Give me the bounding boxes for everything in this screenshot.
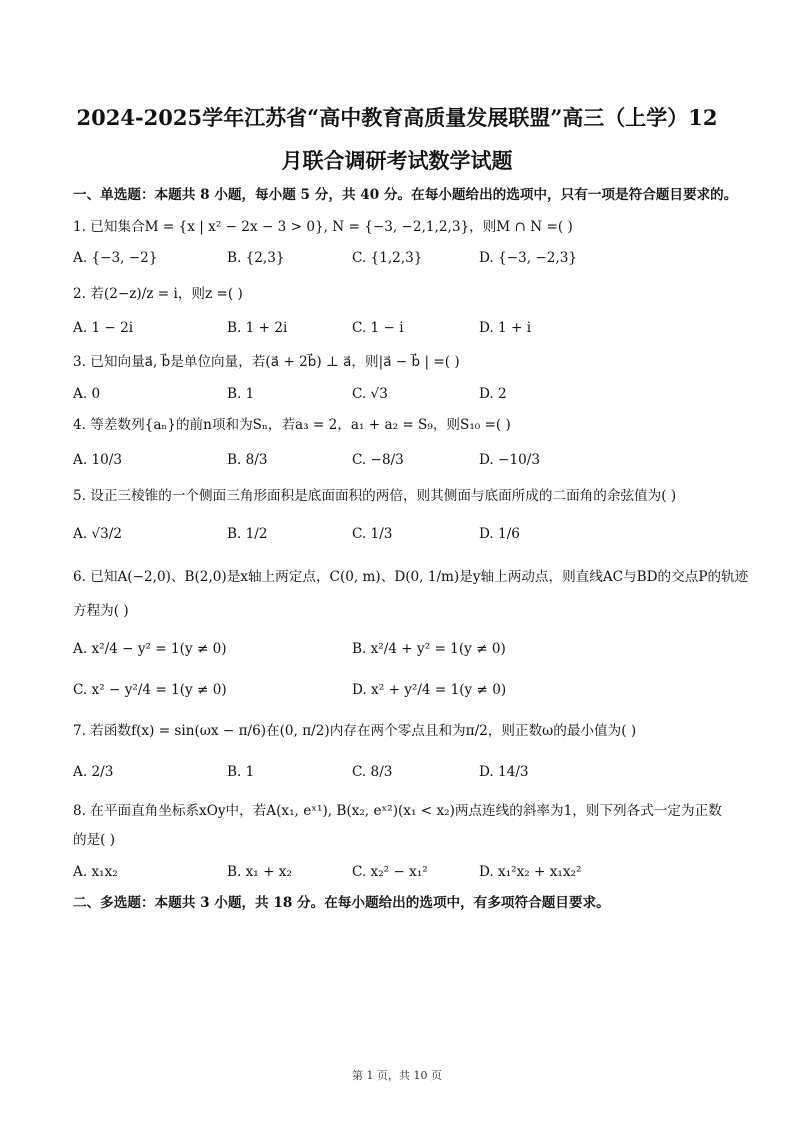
- question-8-stem-cont: 的是( ): [73, 832, 116, 848]
- question-6-option-d: D. x² + y²/4 = 1(y ≠ 0): [352, 682, 507, 698]
- page-title-line2: 月联合调研考试数学试题: [281, 148, 513, 173]
- question-2-option-c: C. 1 − i: [352, 320, 404, 336]
- question-5-option-c: C. 1/3: [352, 526, 393, 542]
- question-5-option-b: B. 1/2: [227, 526, 268, 542]
- question-4-option-d: D. −10/3: [479, 452, 540, 468]
- question-8-option-b: B. x₁ + x₂: [227, 864, 292, 880]
- question-1-option-a: A. {−3, −2}: [73, 250, 158, 266]
- question-2-option-b: B. 1 + 2i: [227, 320, 288, 336]
- question-6-option-b: B. x²/4 + y² = 1(y ≠ 0): [352, 641, 506, 657]
- question-3-option-a: A. 0: [73, 386, 101, 402]
- question-3-option-c: C. √3: [352, 386, 388, 402]
- question-6-stem: 6. 已知A(−2,0)、B(2,0)是x轴上两定点，C(0, m)、D(0, 1/m)是y轴上两动点，则直线AC与BD的交点P的轨迹: [73, 569, 749, 585]
- question-3-option-d: D. 2: [479, 386, 507, 402]
- question-6-option-c: C. x² − y²/4 = 1(y ≠ 0): [73, 682, 227, 698]
- question-7-option-d: D. 14/3: [479, 764, 529, 780]
- section-single-choice: 一、单选题：本题共 8 小题，每小题 5 分，共 40 分。在每小题给出的选项中，只有一项是符合题目要求的。: [73, 187, 738, 203]
- question-2-stem: 2. 若(2−z)/z = i，则z =( ): [73, 286, 243, 302]
- question-5-option-d: D. 1/6: [479, 526, 520, 542]
- question-7-option-a: A. 2/3: [73, 764, 114, 780]
- question-1-stem: 1. 已知集合M = {x | x² − 2x − 3 > 0}, N = {−3, −2,1,2,3}，则M ∩ N =( ): [73, 219, 573, 235]
- question-6-option-a: A. x²/4 − y² = 1(y ≠ 0): [73, 641, 227, 657]
- question-4-stem: 4. 等差数列{aₙ}的前n项和为Sₙ，若a₃ = 2，a₁ + a₂ = S₉，则S₁₀ =( ): [73, 417, 511, 433]
- question-5-option-a: A. √3/2: [73, 526, 122, 542]
- page-footer: 第 1 页，共 10 页: [352, 1069, 442, 1082]
- question-2-option-d: D. 1 + i: [479, 320, 532, 336]
- question-3-stem: 3. 已知向量a⃗, b⃗是单位向量，若(a⃗ + 2b⃗) ⊥ a⃗，则|a⃗ − b⃗ | =( ): [73, 354, 460, 370]
- question-4-option-c: C. −8/3: [352, 452, 404, 468]
- question-2-option-a: A. 1 − 2i: [73, 320, 134, 336]
- question-7-option-c: C. 8/3: [352, 764, 393, 780]
- question-1-option-d: D. {−3, −2,3}: [479, 250, 578, 266]
- question-7-stem: 7. 若函数f(x) = sin(ωx − π/6)在(0, π/2)内存在两个零点且和为π/2，则正数ω的最小值为( ): [73, 723, 637, 739]
- question-8-option-a: A. x₁x₂: [73, 864, 118, 880]
- question-8-option-d: D. x₁²x₂ + x₁x₂²: [479, 864, 582, 880]
- question-5-stem: 5. 设正三棱锥的一个侧面三角形面积是底面面积的两倍，则其侧面与底面所成的二面角的余弦值为( ): [73, 488, 677, 504]
- section-multiple-choice: 二、多选题：本题共 3 小题，共 18 分。在每小题给出的选项中，有多项符合题目要求。: [73, 895, 610, 911]
- question-6-stem-cont: 方程为( ): [73, 603, 129, 619]
- question-8-option-c: C. x₂² − x₁²: [352, 864, 428, 880]
- question-7-option-b: B. 1: [227, 764, 255, 780]
- question-4-option-a: A. 10/3: [73, 452, 122, 468]
- question-8-stem: 8. 在平面直角坐标系xOy中，若A(x₁, eˣ¹), B(x₂, eˣ²)(x₁ < x₂)两点连线的斜率为1，则下列各式一定为正数: [73, 803, 722, 819]
- question-4-option-b: B. 8/3: [227, 452, 268, 468]
- question-3-option-b: B. 1: [227, 386, 255, 402]
- question-1-option-b: B. {2,3}: [227, 250, 285, 266]
- page-title-line1: 2024-2025学年江苏省“高中教育高质量发展联盟”高三（上学）12: [76, 105, 718, 130]
- question-1-option-c: C. {1,2,3}: [352, 250, 423, 266]
